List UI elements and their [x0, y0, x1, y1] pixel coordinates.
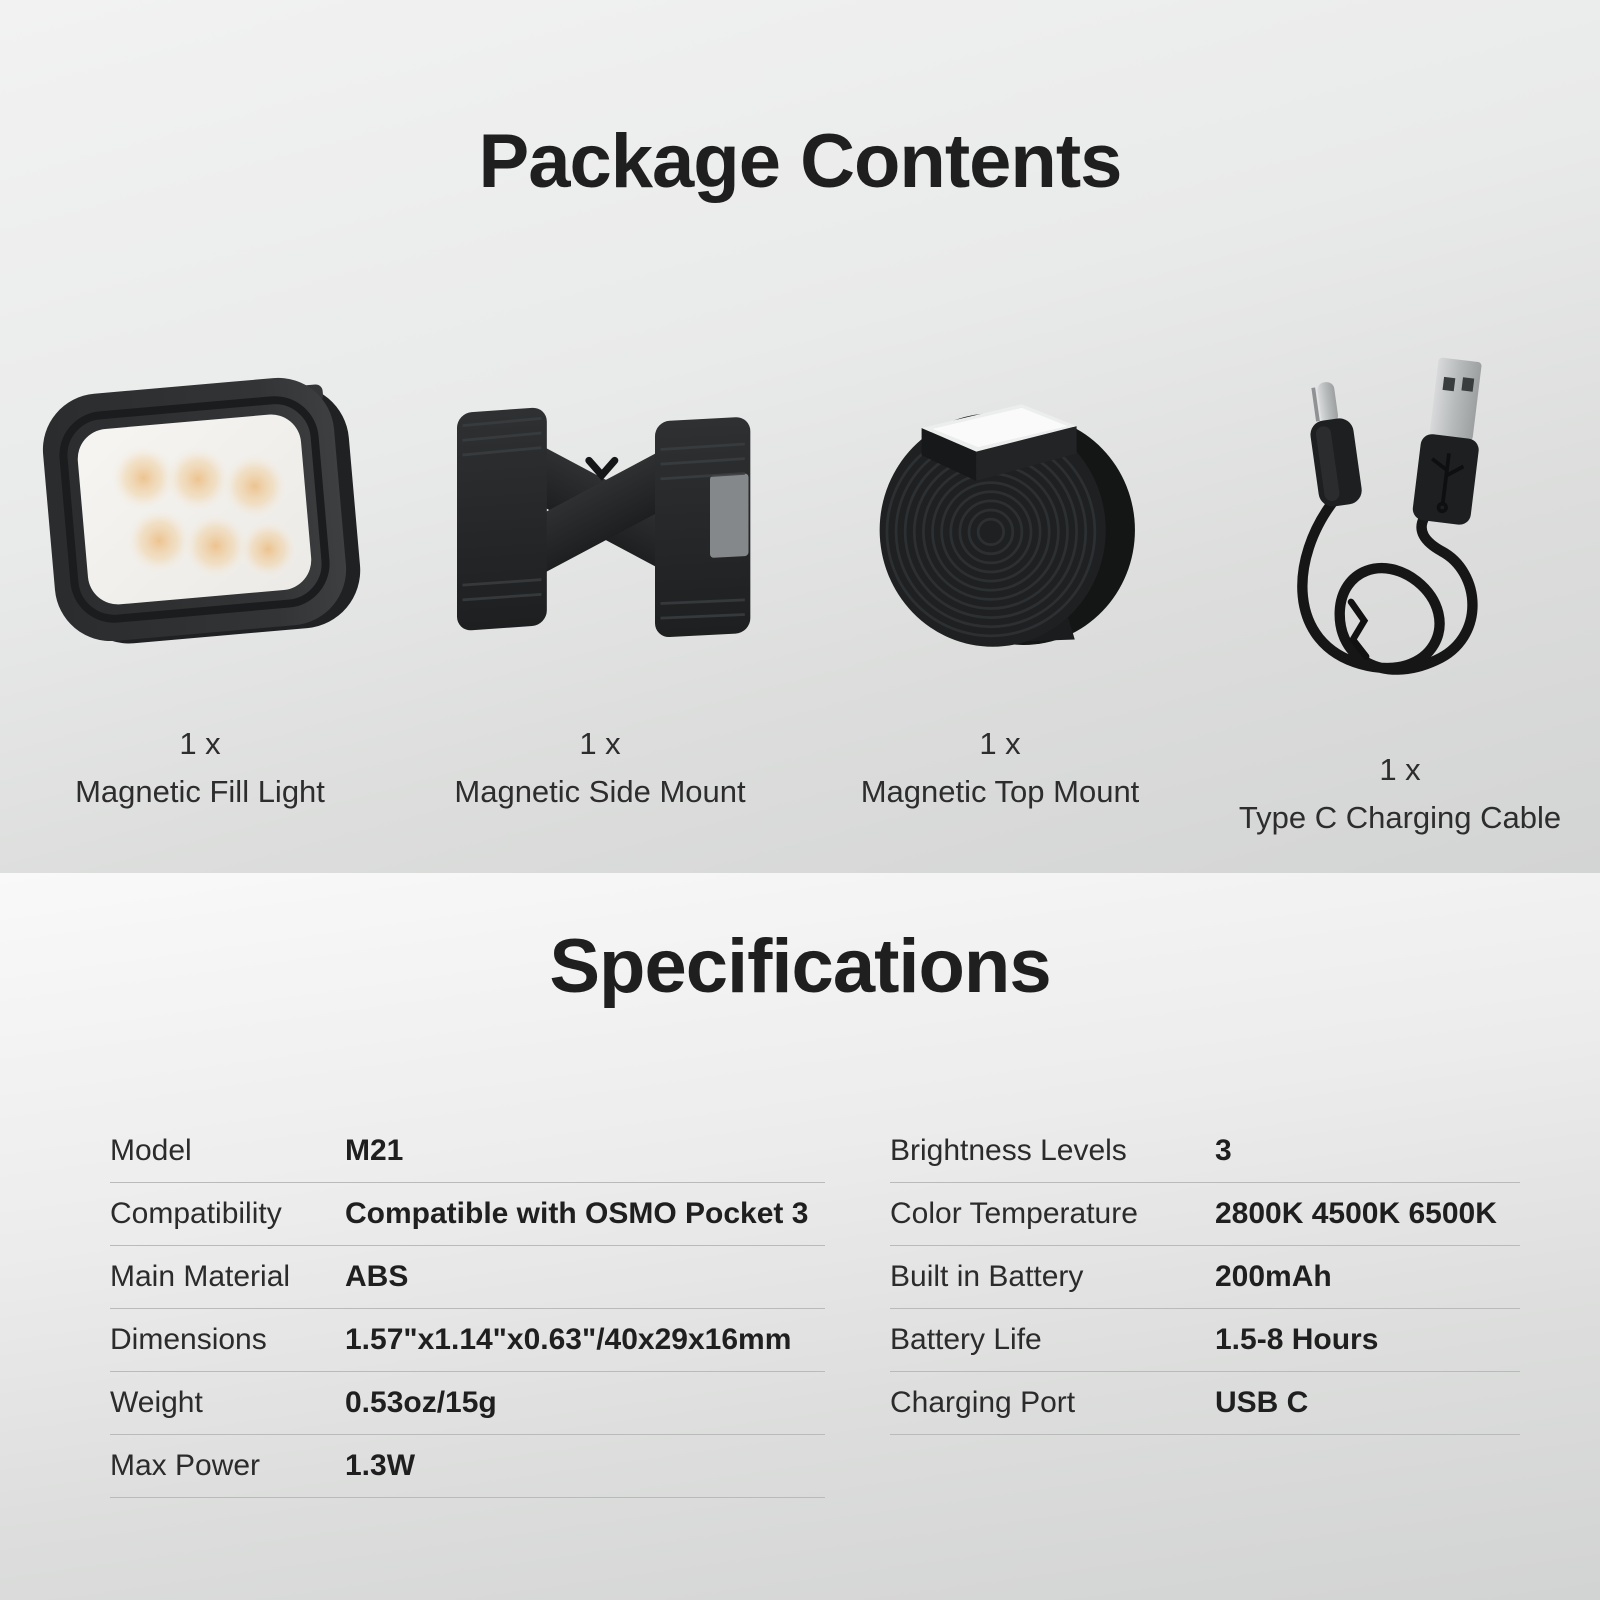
package-item-fill-light [0, 300, 400, 842]
package-item-top-mount [800, 300, 1200, 842]
spec-row-brightness-levels [890, 1120, 1520, 1183]
usb-cable-qty: 1 x [1379, 752, 1421, 787]
usb-cable-image [1240, 300, 1560, 746]
spec-label: Battery Life [890, 1323, 1042, 1356]
spec-row-charging-port [890, 1372, 1520, 1435]
spec-label: Weight [110, 1386, 203, 1419]
fill-light-qty: 1 x [179, 726, 221, 761]
spec-label: Compatibility [110, 1197, 282, 1230]
spec-value: 3 [1215, 1134, 1232, 1167]
spec-row-dimensions [110, 1309, 825, 1372]
specifications-section [0, 873, 1600, 1600]
spec-value: 200mAh [1215, 1260, 1332, 1293]
magnetic-top-mount-image [845, 300, 1155, 720]
spec-value: Compatible with OSMO Pocket 3 [345, 1197, 809, 1230]
magnetic-fill-light-image [25, 300, 375, 720]
specifications-title: Specifications [549, 924, 1051, 1009]
spec-label: Color Temperature [890, 1197, 1138, 1230]
top-mount-name: Magnetic Top Mount [860, 774, 1140, 809]
side-mount-name: Magnetic Side Mount [454, 774, 746, 809]
spec-row-battery-life [890, 1309, 1520, 1372]
usb-cable-illustration [1240, 326, 1560, 716]
fill-light-name: Magnetic Fill Light [75, 774, 325, 809]
specifications-tables [110, 1120, 1520, 1498]
spec-value: M21 [345, 1134, 404, 1167]
spec-row-color-temperature [890, 1183, 1520, 1246]
side-mount-qty: 1 x [579, 726, 621, 761]
usb-cable-name: Type C Charging Cable [1238, 800, 1562, 835]
spec-row-max-power [110, 1435, 825, 1498]
top-mount-illustration [845, 370, 1155, 650]
spec-value: 2800K 4500K 6500K [1215, 1197, 1497, 1230]
spec-row-model [110, 1120, 825, 1183]
spec-label: Built in Battery [890, 1260, 1084, 1293]
spec-value: 1.5-8 Hours [1215, 1323, 1379, 1356]
fill-light-caption [75, 720, 325, 816]
usb-cable-caption [1239, 746, 1561, 842]
spec-value: ABS [345, 1260, 409, 1293]
magnetic-side-mount-image [435, 300, 765, 720]
spec-label: Charging Port [890, 1386, 1076, 1419]
spec-label: Dimensions [110, 1323, 267, 1356]
spec-row-weight [110, 1372, 825, 1435]
spec-table-right [890, 1120, 1520, 1498]
spec-row-built-in-battery [890, 1246, 1520, 1309]
top-mount-qty: 1 x [979, 726, 1021, 761]
spec-row-compatibility [110, 1183, 825, 1246]
spec-value: 1.3W [345, 1449, 416, 1482]
spec-value: 0.53oz/15g [345, 1386, 497, 1419]
spec-label: Model [110, 1134, 192, 1167]
package-item-usb-cable [1200, 300, 1600, 842]
spec-row-main-material [110, 1246, 825, 1309]
package-items-row [0, 300, 1600, 842]
top-mount-caption [861, 720, 1140, 816]
spec-table-left [110, 1120, 825, 1498]
side-mount-caption [454, 720, 745, 816]
spec-label: Brightness Levels [890, 1134, 1127, 1167]
fill-light-illustration [25, 355, 375, 665]
spec-value: USB C [1215, 1386, 1309, 1419]
package-item-side-mount [400, 300, 800, 842]
package-contents-title: Package Contents [478, 119, 1122, 204]
side-mount-illustration [435, 365, 765, 655]
spec-label: Main Material [110, 1260, 291, 1293]
spec-label: Max Power [110, 1449, 261, 1482]
spec-value: 1.57"x1.14"x0.63"/40x29x16mm [345, 1323, 792, 1356]
